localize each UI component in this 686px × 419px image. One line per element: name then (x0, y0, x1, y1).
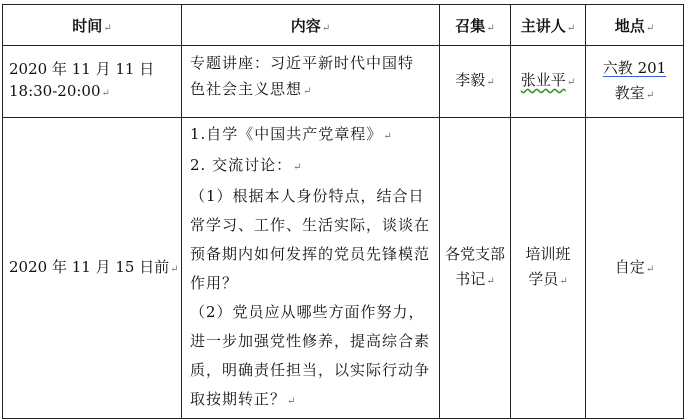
paragraph-mark-icon: ↵ (566, 22, 576, 34)
table-row (3, 46, 684, 118)
paragraph-mark-icon: ↵ (645, 89, 655, 101)
speaker-line-1: 培训班 (525, 245, 571, 263)
header-location (586, 5, 684, 46)
header-speaker (511, 5, 586, 46)
paragraph-mark-icon: ↵ (486, 276, 495, 287)
header-time (3, 5, 182, 46)
cell-speaker (511, 118, 586, 419)
table-header-row (3, 5, 684, 46)
header-convener-label: 召集 (455, 16, 486, 35)
table-row (3, 118, 684, 419)
paragraph-mark-icon: ↵ (303, 86, 313, 97)
cell-location (586, 46, 684, 118)
paragraph-mark-icon: ↵ (101, 88, 110, 99)
time-line-2: 18:30-20:00 (9, 82, 101, 100)
time-line-1: 2020 年 11 月 11 日 (9, 60, 155, 78)
content-item-2: 2. 交流讨论： (190, 156, 293, 174)
paragraph-mark-icon: ↵ (645, 263, 655, 275)
cell-time (3, 46, 182, 118)
header-content-label: 内容 (290, 16, 321, 35)
speaker-name: 张业平 (520, 71, 566, 89)
paragraph-mark-icon: ↵ (321, 22, 331, 34)
location-line-1: 六教 201 (602, 58, 667, 77)
cell-speaker (511, 46, 586, 118)
paragraph-mark-icon: ↵ (383, 131, 393, 142)
content-line-2: 色社会主义思想 (190, 80, 303, 98)
cell-location (586, 118, 684, 419)
cell-time (3, 118, 182, 419)
cell-convener (440, 46, 511, 118)
cell-convener (440, 118, 511, 419)
paragraph-mark-icon: ↵ (103, 22, 112, 34)
header-location-label: 地点 (614, 16, 645, 35)
header-speaker-label: 主讲人 (520, 16, 566, 35)
paragraph-mark-icon: ↵ (486, 77, 495, 88)
convener-name: 李毅 (455, 71, 486, 89)
content-item-1: 1.自学《中国共产党章程》 (190, 125, 383, 143)
content-item-3: （1）根据本人身份特点，结合日常学习、工作、生活实际，谈谈在预备期内如何发挥的党员先锋模范作用？ (190, 187, 431, 292)
convener-line-2: 书记 (455, 270, 486, 288)
cell-content (182, 118, 440, 419)
paragraph-mark-icon: ↵ (293, 162, 303, 173)
speaker-line-2: 学员 (528, 270, 559, 288)
content-line-1: 专题讲座：习近平新时代中国特 (190, 54, 415, 72)
header-time-label: 时间 (72, 16, 103, 35)
cell-content (182, 46, 440, 118)
location-line-2: 教室 (614, 83, 645, 102)
header-content (182, 5, 440, 46)
paragraph-mark-icon: ↵ (566, 77, 576, 88)
time-line-1: 2020 年 11 月 15 日前 (9, 257, 170, 276)
location-text: 自定 (614, 257, 645, 276)
schedule-table (2, 4, 684, 419)
paragraph-mark-icon: ↵ (559, 276, 568, 287)
paragraph-mark-icon: ↵ (486, 22, 495, 34)
paragraph-mark-icon: ↵ (645, 22, 655, 34)
content-item-4: （2）党员应从哪些方面作努力，进一步加强党性修养，提高综合素质，明确责任担当，以实际行动争取按期转正？ (190, 303, 431, 408)
convener-line-1: 各党支部 (444, 245, 505, 263)
paragraph-mark-icon: ↵ (170, 263, 179, 275)
header-convener (440, 5, 511, 46)
paragraph-mark-icon: ↵ (287, 396, 297, 407)
